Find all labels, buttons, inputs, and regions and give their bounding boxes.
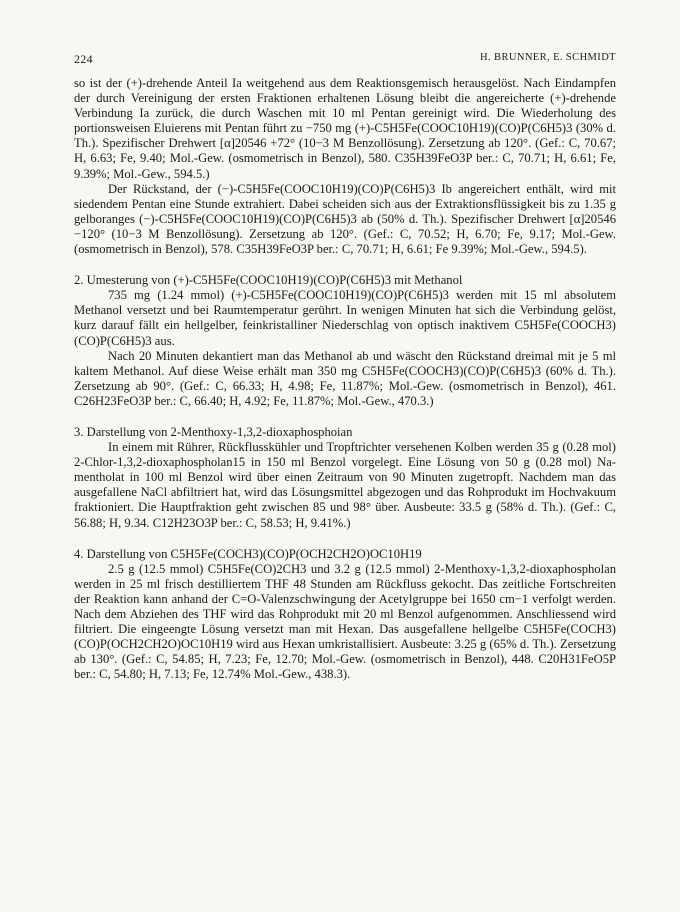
- section-heading: 3. Darstellung von 2-Menthoxy-1,3,2-dioxaphosphoian: [74, 424, 353, 439]
- body-paragraph: Nach 20 Minuten dekantiert man das Methanol ab und wäscht den Rückstand dreimal mit je 5 ml kaltem Methanol. Auf diese Weise erhält man 350 mg C5H5Fe(COOCH3)(CO)P(C6H5)3 (60% d. Th.). Zersetzung ab 90°. (Gef.: C, 66.33; H, 4.98; Fe, 11.87%; Mol.-Gew. (osmometrisch in Benzol), 461. C26H23FeO3P ber.: C, 66.40; H, 4.92; Fe, 11.87%; Mol.-Gew., 470.3.): [74, 348, 616, 408]
- section-heading: 2. Umesterung von (+)-C5H5Fe(COOC10H19)(CO)P(C6H5)3 mit Methanol: [74, 273, 463, 288]
- body-paragraph: 2.5 g (12.5 mmol) C5H5Fe(CO)2CH3 und 3.2 g (12.5 mmol) 2-Menthoxy-1,3,2-dioxaphospholan werden in 25 ml frisch destilliertem THF 48 Stunden am Rückfluss gekocht. Das zeitliche Fortschreiten der Reaktion kann anhand der C=O-Valenzschwingung der Acetylgruppe bei 1650 cm−1 verfolgt werden. Nach dem Abziehen des THF wird das Rohprodukt mit 20 ml Benzol aufgenommen. Anschliessend wird filtriert. Die eingeengte Lösung versetzt man mit Hexan. Das ausgefallene hellgelbe C5H5Fe(COCH3)(CO)P(OCH2CH2O)OC10H19 wird aus Hexan umkristallisiert. Ausbeute: 3.25 g (65% d. Th.). Zersetzung ab 130°. (Gef.: C, 54.85; H, 7.23; Fe, 12.70; Mol.-Gew. (osmometrisch in Benzol), 448. C20H31FeO5P ber.: C, 54.80; H, 7.13; Fe, 12.74% Mol.-Gew., 438.3).: [74, 561, 616, 682]
- body-paragraph: 735 mg (1.24 mmol) (+)-C5H5Fe(COOC10H19)(CO)P(C6H5)3 werden mit 15 ml absolutem Methanol versetzt und bei Raumtemperatur gerührt. In wenigen Minuten hat sich die Verbindung gelöst, kurz darauf fällt ein hellgelber, feinkristalliner Niederschlag von optisch inaktivem C5H5Fe(COOCH3)(CO)P(C6H5)3 aus.: [74, 288, 616, 348]
- body-paragraph: so ist der (+)-drehende Anteil Ia weitgehend aus dem Reaktionsgemisch herausgelöst. Nach Eindampfen der durch Vereinigung der ersten Fraktionen erhaltenen Lösung bleibt die angereicherte (+)-drehende Verbindung Ia zurück, die durch Waschen mit 10 ml Pentan gereinigt wird. Die Wiederholung des portionsweisen Eluierens mit Pentan führt zu −750 mg (+)-C5H5Fe(COOC10H19)(CO)P(C6H5)3 (30% d. Th.). Spezifischer Drehwert [α]20546 +72° (10−3 M Benzollösung). Zersetzung ab 120°. (Gef.: C, 70.67; H, 6.63; Fe, 9.40; Mol.-Gew. (osmometrisch in Benzol), 580. C35H39FeO3P ber.: C, 70.71; H, 6.61; Fe, 9.39%; Mol.-Gew., 594.5.): [74, 76, 616, 181]
- section-heading: 4. Darstellung von C5H5Fe(COCH3)(CO)P(OCH2CH2O)OC10H19: [74, 546, 422, 561]
- running-header: [74, 52, 616, 67]
- body-paragraph: Der Rückstand, der (−)-C5H5Fe(COOC10H19)(CO)P(C6H5)3 Ib angereichert enthält, wird mit siedendem Pentan eine Stunde extrahiert. Dabei scheiden sich aus der Extraktionsflüssigkeit bis zu 1.35 g gelboranges (−)-C5H5Fe(COOC10H19)(CO)P(C6H5)3 ab (50% d. Th.). Spezifischer Drehwert [α]20546 −120° (10−3 M Benzollösung). Zersetzung ab 120°. (Gef.: C, 70.52; H, 6.70; Fe, 9.17; Mol.-Gew. (osmometrisch in Benzol), 578. C35H39FeO3P ber.: C, 70.71; H, 6.61; Fe 9.39%; Mol.-Gew., 594.5).: [74, 181, 616, 257]
- body-paragraph: In einem mit Rührer, Rückflusskühler und Tropftrichter versehenen Kolben werden 35 g (0.28 mol) 2-Chlor-1,3,2-dioxaphospholan15 in 150 ml Benzol vorgelegt. Eine Lösung von 50 g (0.28 mol) Na-mentholat in 100 ml Benzol wird über einen Zeitraum von 90 Minuten zugetropft. Nachdem man das ausgefallene NaCl abfiltriert hat, wird das Lösungsmittel abgezogen und das Rohprodukt im Hochvakuum fraktioniert. Die Hauptfraktion geht zwischen 85 und 98° über. Ausbeute: 33.5 g (58% d. Th.). (Gef.: C, 56.88; H, 9.34. C12H23O3P ber.: C, 58.53; H, 9.41%.): [74, 440, 616, 530]
- document-page: [74, 52, 616, 682]
- page-number: 224: [74, 52, 93, 66]
- running-header-authors: H. BRUNNER, E. SCHMIDT: [480, 52, 616, 63]
